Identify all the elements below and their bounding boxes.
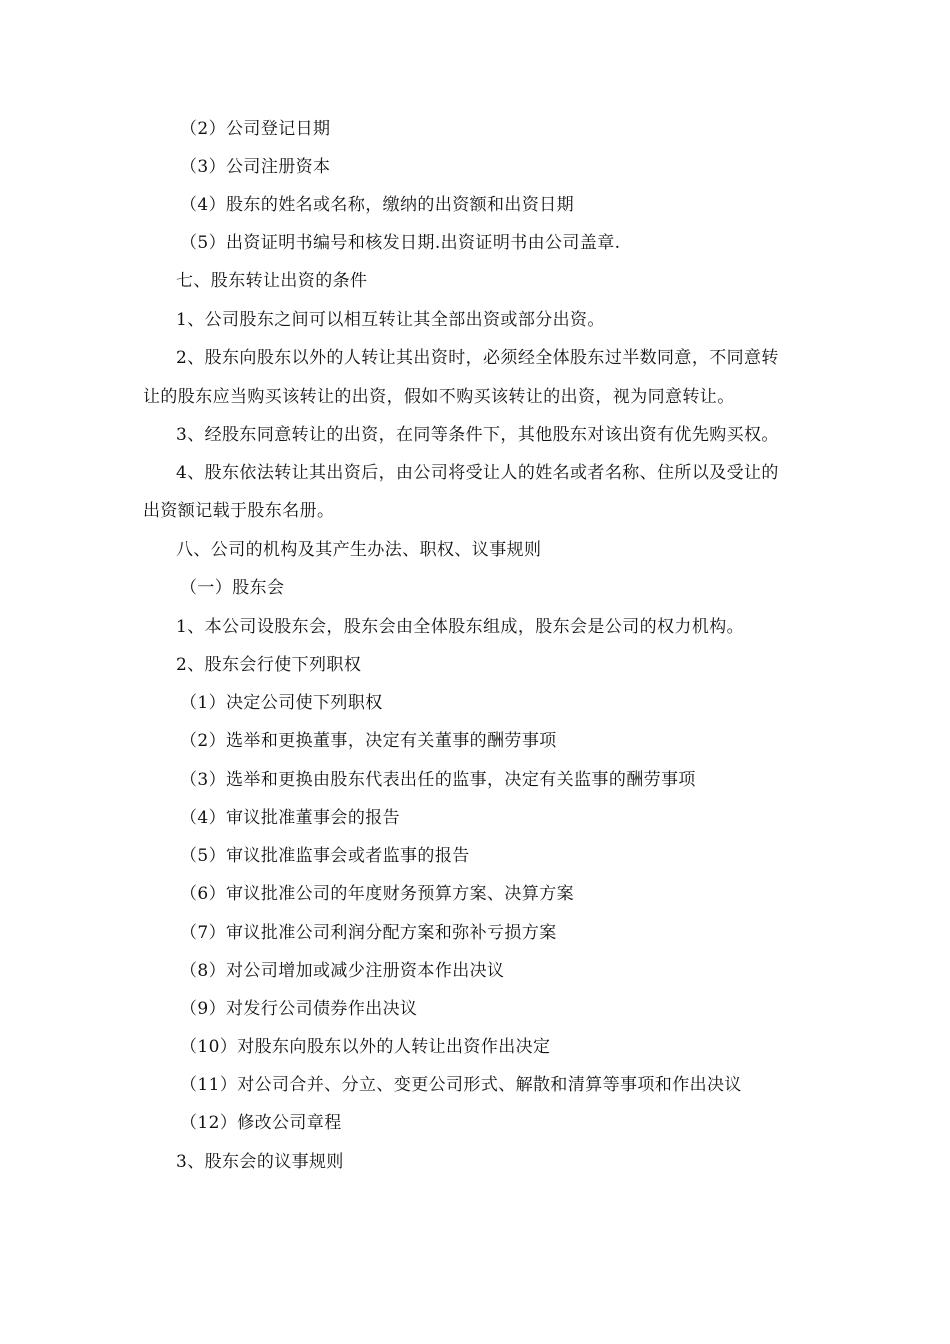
item-5-certificate-number: （5）出资证明书编号和核发日期.出资证明书由公司盖章. [180,233,621,253]
item-3-registered-capital: （3）公司注册资本 [180,157,331,177]
subsection-heading-1: （一）股东会 [180,578,285,598]
paragraph-8-1: 1、本公司设股东会，股东会由全体股东组成，股东会是公司的权力机构。 [176,617,745,637]
power-item-11: （11）对公司合并、分立、变更公司形式、解散和清算等事项和作出决议 [180,1075,742,1095]
power-item-1: （1）决定公司使下列职权 [180,693,383,713]
power-item-6: （6）审议批准公司的年度财务预算方案、决算方案 [180,884,575,904]
paragraph-8-2: 2、股东会行使下列职权 [176,655,362,675]
power-item-5: （5）审议批准监事会或者监事的报告 [180,846,470,866]
item-4-shareholder-info: （4）股东的姓名或名称，缴纳的出资额和出资日期 [180,195,575,215]
paragraph-7-2-line-1: 2、股东向股东以外的人转让其出资时，必须经全体股东过半数同意，不同意转 [176,348,779,368]
power-item-10: （10）对股东向股东以外的人转让出资作出决定 [180,1037,551,1057]
paragraph-7-4-line-1: 4、股东依法转让其出资后，由公司将受让人的姓名或者名称、住所以及受让的 [176,463,779,483]
paragraph-7-4-line-2: 出资额记载于股东名册。 [143,501,335,521]
paragraph-8-3: 3、股东会的议事规则 [176,1152,344,1172]
section-heading-7: 七、股东转让出资的条件 [176,271,368,291]
item-2-registration-date: （2）公司登记日期 [180,119,331,139]
power-item-3: （3）选举和更换由股东代表出任的监事，决定有关监事的酬劳事项 [180,770,696,790]
paragraph-7-2-line-2: 让的股东应当购买该转让的出资，假如不购买该转让的出资，视为同意转让。 [143,387,735,407]
power-item-8: （8）对公司增加或减少注册资本作出决议 [180,961,505,981]
power-item-12: （12）修改公司章程 [180,1113,342,1133]
power-item-2: （2）选举和更换董事，决定有关董事的酬劳事项 [180,731,557,751]
power-item-4: （4）审议批准董事会的报告 [180,808,401,828]
power-item-7: （7）审议批准公司利润分配方案和弥补亏损方案 [180,923,557,943]
power-item-9: （9）对发行公司债券作出决议 [180,999,418,1019]
paragraph-7-1: 1、公司股东之间可以相互转让其全部出资或部分出资。 [176,310,605,330]
paragraph-7-3: 3、经股东同意转让的出资，在同等条件下，其他股东对该出资有优先购买权。 [176,425,779,445]
section-heading-8: 八、公司的机构及其产生办法、职权、议事规则 [176,540,542,560]
